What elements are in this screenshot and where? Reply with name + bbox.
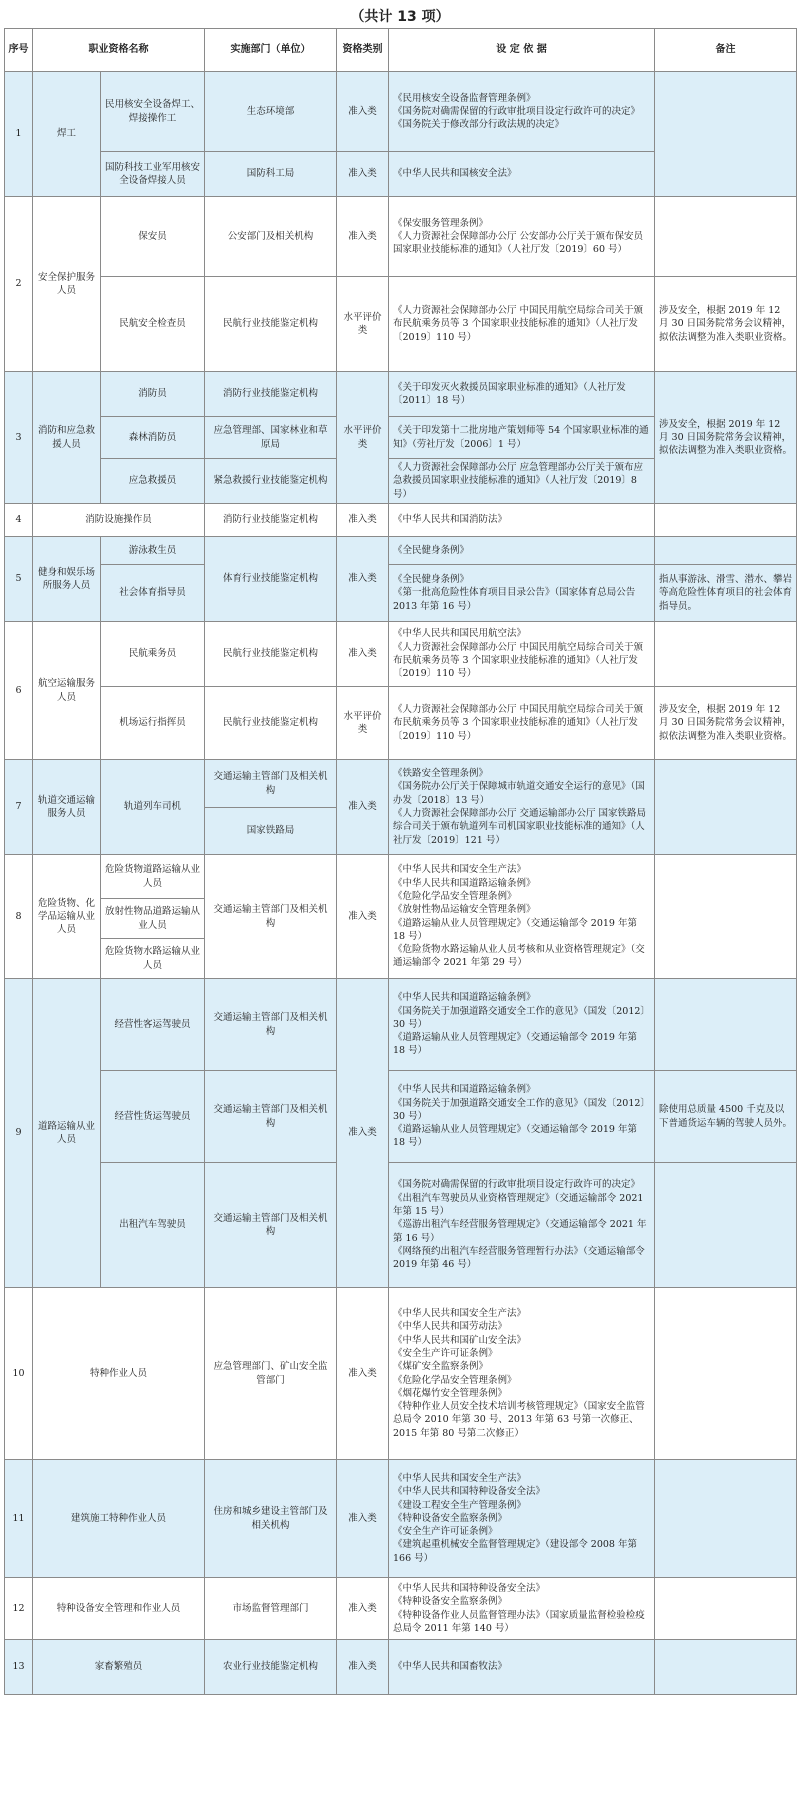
table-row	[5, 979, 797, 1071]
row-group: 航空运输服务人员	[33, 622, 101, 760]
row-basis: 《铁路安全管理条例》 《国务院办公厅关于保障城市轨道交通安全运行的意见》（国办发〔2018〕13 号） 《人力资源社会保障部办公厅 交通运输部办公厅 国家铁路局综合司关于颁布轨道列车司机国家职业技能标准的通知》（人社厅发〔2019〕121 号）	[389, 760, 655, 855]
row-basis: 《中华人民共和国畜牧法》	[389, 1640, 655, 1695]
row-name: 森林消防员	[101, 417, 205, 459]
row-remark	[655, 1640, 797, 1695]
row-name: 经营性客运驾驶员	[101, 979, 205, 1071]
row-type: 准入类	[337, 504, 389, 537]
table-header-row	[5, 29, 797, 72]
table-row	[5, 504, 797, 537]
row-remark	[655, 72, 797, 197]
table-row	[5, 537, 797, 565]
row-seq: 11	[5, 1460, 33, 1578]
row-name: 游泳救生员	[101, 537, 205, 565]
row-basis: 《人力资源社会保障部办公厅 应急管理部办公厅关于颁布应急救援员国家职业技能标准的通知》（人社厅发〔2019〕8 号）	[389, 459, 655, 504]
row-basis: 《中华人民共和国道路运输条例》 《国务院关于加强道路交通安全工作的意见》（国发〔2012〕30 号） 《道路运输从业人员管理规定》（交通运输部令 2019 年第 18 号）	[389, 979, 655, 1071]
row-seq: 13	[5, 1640, 33, 1695]
row-seq: 10	[5, 1288, 33, 1460]
table-row	[5, 760, 797, 808]
row-basis: 《保安服务管理条例》 《人力资源社会保障部办公厅 公安部办公厅关于颁布保安员国家职业技能标准的通知》（人社厅发〔2019〕60 号）	[389, 197, 655, 277]
header-dept: 实施部门（单位）	[205, 29, 337, 72]
row-type: 准入类	[337, 1288, 389, 1460]
row-dept: 住房和城乡建设主管部门及相关机构	[205, 1460, 337, 1578]
table-row	[5, 277, 797, 372]
row-remark	[655, 622, 797, 687]
row-seq: 12	[5, 1578, 33, 1640]
row-basis: 《关于印发灭火救援员国家职业标准的通知》（人社厅发〔2011〕18 号）	[389, 372, 655, 417]
row-dept: 交通运输主管部门及相关机构	[205, 1163, 337, 1288]
row-dept: 应急管理部门、矿山安全监管部门	[205, 1288, 337, 1460]
row-remark: 涉及安全，根据 2019 年 12 月 30 日国务院常务会议精神，拟依法调整为准入类职业资格。	[655, 372, 797, 504]
table-row	[5, 687, 797, 760]
row-name: 消防员	[101, 372, 205, 417]
row-basis: 《全民健身条例》	[389, 537, 655, 565]
row-name: 特种设备安全管理和作业人员	[33, 1578, 205, 1640]
row-basis: 《中华人民共和国安全生产法》 《中华人民共和国劳动法》 《中华人民共和国矿山安全法》 《安全生产许可证条例》 《煤矿安全监察条例》 《危险化学品安全管理条例》 《烟花爆竹安全管理条例》 《特种作业人员安全技术培训考核管理规定》（国家安全监管总局令 2010 年第 30 号、2013 年第 63 号第一次修正、2015 年第 80 号第二次修正）	[389, 1288, 655, 1460]
row-name: 应急救援员	[101, 459, 205, 504]
row-dept: 国家铁路局	[205, 808, 337, 855]
row-name: 社会体育指导员	[101, 565, 205, 622]
table-row	[5, 622, 797, 687]
row-seq: 1	[5, 72, 33, 197]
row-name: 建筑施工特种作业人员	[33, 1460, 205, 1578]
row-remark	[655, 760, 797, 855]
row-remark: 指从事游泳、滑雪、潜水、攀岩等高危险性体育项目的社会体育指导员。	[655, 565, 797, 622]
header-seq: 序号	[5, 29, 33, 72]
header-type: 资格类别	[337, 29, 389, 72]
row-basis: 《中华人民共和国道路运输条例》 《国务院关于加强道路交通安全工作的意见》（国发〔2012〕30 号） 《道路运输从业人员管理规定》（交通运输部令 2019 年第 18 号）	[389, 1071, 655, 1163]
row-basis: 《中华人民共和国民用航空法》 《人力资源社会保障部办公厅 中国民用航空局综合司关于颁布民航乘务员等 3 个国家职业技能标准的通知》（人社厅发〔2019〕110 号）	[389, 622, 655, 687]
row-seq: 9	[5, 979, 33, 1288]
row-dept: 公安部门及相关机构	[205, 197, 337, 277]
row-basis: 《民用核安全设备监督管理条例》 《国务院对确需保留的行政审批项目设定行政许可的决定》 《国务院关于修改部分行政法规的决定》	[389, 72, 655, 152]
row-group: 安全保护服务人员	[33, 197, 101, 372]
row-name: 保安员	[101, 197, 205, 277]
table-row	[5, 372, 797, 417]
row-type: 准入类	[337, 152, 389, 197]
row-seq: 8	[5, 855, 33, 979]
row-dept: 体育行业技能鉴定机构	[205, 537, 337, 622]
row-remark	[655, 1288, 797, 1460]
row-basis: 《中华人民共和国核安全法》	[389, 152, 655, 197]
row-dept: 民航行业技能鉴定机构	[205, 277, 337, 372]
table-row	[5, 565, 797, 622]
row-remark	[655, 197, 797, 277]
row-basis: 《人力资源社会保障部办公厅 中国民用航空局综合司关于颁布民航乘务员等 3 个国家职业技能标准的通知》（人社厅发〔2019〕110 号）	[389, 277, 655, 372]
row-basis: 《中华人民共和国特种设备安全法》 《特种设备安全监察条例》 《特种设备作业人员监督管理办法》（国家质量监督检验检疫总局令 2011 年第 140 号）	[389, 1578, 655, 1640]
row-type: 准入类	[337, 1640, 389, 1695]
row-dept: 民航行业技能鉴定机构	[205, 622, 337, 687]
row-seq: 5	[5, 537, 33, 622]
row-name: 特种作业人员	[33, 1288, 205, 1460]
row-name: 出租汽车驾驶员	[101, 1163, 205, 1288]
row-remark	[655, 979, 797, 1071]
row-basis: 《中华人民共和国安全生产法》 《中华人民共和国道路运输条例》 《危险化学品安全管理条例》 《放射性物品运输安全管理条例》 《道路运输从业人员管理规定》（交通运输部令 2019 年第 18 号） 《危险货物水路运输从业人员考核和从业资格管理规定》（交通运输部令 2021 年第 29 号）	[389, 855, 655, 979]
row-name: 国防科技工业军用核安全设备焊接人员	[101, 152, 205, 197]
page-title: （共计 13 项）	[350, 9, 450, 25]
row-group: 轨道交通运输服务人员	[33, 760, 101, 855]
row-type: 准入类	[337, 622, 389, 687]
table-row	[5, 1288, 797, 1460]
row-dept: 生态环境部	[205, 72, 337, 152]
table-row	[5, 1460, 797, 1578]
row-type: 准入类	[337, 855, 389, 979]
row-group: 道路运输从业人员	[33, 979, 101, 1288]
row-basis: 《人力资源社会保障部办公厅 中国民用航空局综合司关于颁布民航乘务员等 3 个国家职业技能标准的通知》（人社厅发〔2019〕110 号）	[389, 687, 655, 760]
row-dept: 交通运输主管部门及相关机构	[205, 979, 337, 1071]
row-name: 家畜繁殖员	[33, 1640, 205, 1695]
row-basis: 《关于印发第十二批房地产策划师等 54 个国家职业标准的通知》（劳社厅发〔2006〕1 号）	[389, 417, 655, 459]
row-dept: 市场监督管理部门	[205, 1578, 337, 1640]
row-name: 轨道列车司机	[101, 760, 205, 855]
row-name: 危险货物水路运输从业人员	[101, 939, 205, 979]
row-basis: 《中华人民共和国安全生产法》 《中华人民共和国特种设备安全法》 《建设工程安全生产管理条例》 《特种设备安全监察条例》 《安全生产许可证条例》 《建筑起重机械安全监督管理规定》（建设部令 2008 年第 166 号）	[389, 1460, 655, 1578]
row-dept: 消防行业技能鉴定机构	[205, 504, 337, 537]
row-seq: 4	[5, 504, 33, 537]
row-remark	[655, 504, 797, 537]
table-row	[5, 1640, 797, 1695]
row-dept: 民航行业技能鉴定机构	[205, 687, 337, 760]
row-name: 危险货物道路运输从业人员	[101, 855, 205, 899]
row-group: 消防和应急救援人员	[33, 372, 101, 504]
qualification-table	[4, 28, 797, 1695]
row-remark	[655, 1163, 797, 1288]
row-name: 放射性物品道路运输从业人员	[101, 899, 205, 939]
row-type: 准入类	[337, 979, 389, 1288]
table-row	[5, 72, 797, 152]
row-name: 民用核安全设备焊工、焊接操作工	[101, 72, 205, 152]
row-type: 水平评价类	[337, 277, 389, 372]
table-row	[5, 1071, 797, 1163]
row-dept: 交通运输主管部门及相关机构	[205, 855, 337, 979]
row-type: 准入类	[337, 1578, 389, 1640]
row-remark	[655, 1460, 797, 1578]
row-group: 健身和娱乐场所服务人员	[33, 537, 101, 622]
row-remark	[655, 537, 797, 565]
row-remark: 涉及安全，根据 2019 年 12 月 30 日国务院常务会议精神，拟依法调整为准入类职业资格。	[655, 277, 797, 372]
row-basis: 《中华人民共和国消防法》	[389, 504, 655, 537]
header-remark: 备注	[655, 29, 797, 72]
row-remark	[655, 1578, 797, 1640]
row-seq: 7	[5, 760, 33, 855]
header-basis: 设 定 依 据	[389, 29, 655, 72]
row-remark: 涉及安全，根据 2019 年 12 月 30 日国务院常务会议精神，拟依法调整为准入类职业资格。	[655, 687, 797, 760]
row-basis: 《国务院对确需保留的行政审批项目设定行政许可的决定》 《出租汽车驾驶员从业资格管理规定》（交通运输部令 2021 年第 15 号） 《巡游出租汽车经营服务管理规定》（交通运输部令 2021 年第 16 号） 《网络预约出租汽车经营服务管理暂行办法》（交通运输部令 2019 年第 46 号）	[389, 1163, 655, 1288]
row-dept: 交通运输主管部门及相关机构	[205, 1071, 337, 1163]
row-type: 水平评价类	[337, 372, 389, 504]
table-row	[5, 855, 797, 899]
row-group: 危险货物、化学品运输从业人员	[33, 855, 101, 979]
row-type: 准入类	[337, 760, 389, 855]
row-remark: 除使用总质量 4500 千克及以下普通货运车辆的驾驶人员外。	[655, 1071, 797, 1163]
table-row	[5, 1578, 797, 1640]
row-seq: 6	[5, 622, 33, 760]
row-dept: 国防科工局	[205, 152, 337, 197]
row-group: 焊工	[33, 72, 101, 197]
header-name: 职业资格名称	[33, 29, 205, 72]
row-name: 机场运行指挥员	[101, 687, 205, 760]
row-name: 消防设施操作员	[33, 504, 205, 537]
row-basis: 《全民健身条例》 《第一批高危险性体育项目目录公告》（国家体育总局公告 2013 年第 16 号）	[389, 565, 655, 622]
row-dept: 消防行业技能鉴定机构	[205, 372, 337, 417]
row-name: 民航安全检查员	[101, 277, 205, 372]
row-type: 水平评价类	[337, 687, 389, 760]
row-dept: 农业行业技能鉴定机构	[205, 1640, 337, 1695]
row-seq: 2	[5, 197, 33, 372]
row-type: 准入类	[337, 537, 389, 622]
row-seq: 3	[5, 372, 33, 504]
table-row	[5, 1163, 797, 1288]
row-type: 准入类	[337, 197, 389, 277]
row-name: 经营性货运驾驶员	[101, 1071, 205, 1163]
row-dept: 交通运输主管部门及相关机构	[205, 760, 337, 808]
row-type: 准入类	[337, 1460, 389, 1578]
row-name: 民航乘务员	[101, 622, 205, 687]
row-dept: 应急管理部、国家林业和草原局	[205, 417, 337, 459]
table-row	[5, 197, 797, 277]
row-type: 准入类	[337, 72, 389, 152]
row-dept: 紧急救援行业技能鉴定机构	[205, 459, 337, 504]
row-remark	[655, 855, 797, 979]
